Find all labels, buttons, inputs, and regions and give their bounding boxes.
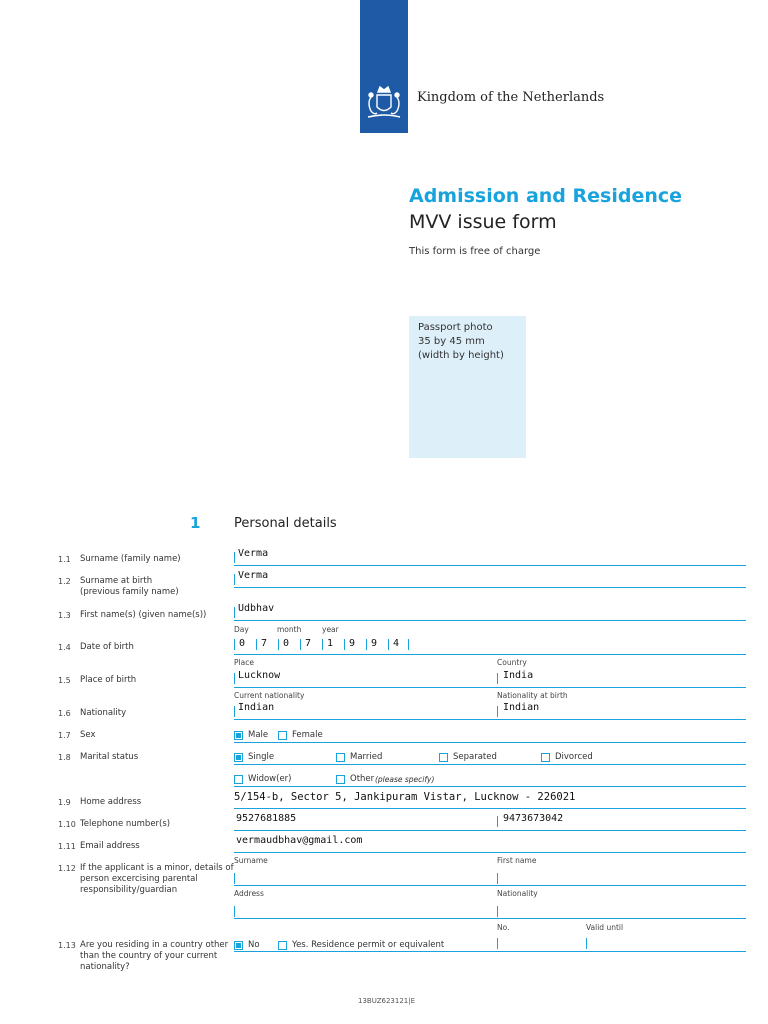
digit-divider — [388, 639, 389, 650]
photo-label-2: 35 by 45 mm — [418, 336, 485, 347]
section-number: 1 — [190, 514, 201, 532]
residing-no-label: No — [248, 940, 260, 950]
field-underline — [234, 587, 746, 588]
divorced-option-label: Divorced — [555, 752, 593, 762]
field-marker — [234, 673, 235, 684]
question-number: 1.10 — [58, 820, 76, 829]
separated-option-label: Separated — [453, 752, 497, 762]
field-underline — [234, 654, 746, 655]
date-digit[interactable]: 4 — [393, 638, 400, 649]
digit-divider — [234, 639, 235, 650]
guardian-label-3: responsibility/guardian — [80, 885, 178, 895]
field-marker — [497, 673, 498, 684]
sex-label: Sex — [80, 730, 96, 740]
question-number: 1.9 — [58, 798, 71, 807]
guardian-surname-field[interactable] — [234, 873, 235, 884]
field-marker — [234, 706, 235, 717]
passport-photo-box[interactable] — [409, 316, 526, 458]
digit-divider — [278, 639, 279, 650]
residing-label-2: than the country of your current — [80, 951, 218, 961]
form-title: Admission and Residence — [409, 185, 683, 207]
field-marker — [234, 552, 235, 563]
guardian-firstname-field[interactable] — [497, 873, 498, 884]
guardian-label-2: person excercising parental — [80, 874, 198, 884]
valid-until-label: Valid until — [586, 923, 624, 932]
place-of-birth-label: Place of birth — [80, 675, 137, 685]
home-address-field[interactable]: 5/154-b, Sector 5, Jankipuram Vistar, Lucknow - 226021 — [234, 791, 576, 803]
residing-label: Are you residing in a country other — [80, 940, 229, 950]
place-of-birth-field[interactable]: Lucknow — [238, 670, 281, 681]
coat-of-arms-icon — [362, 83, 406, 123]
field-marker — [234, 607, 235, 618]
email-label: Email address — [80, 841, 140, 851]
field-underline — [234, 565, 746, 566]
field-marker — [234, 574, 235, 585]
date-digit[interactable]: 7 — [305, 638, 312, 649]
residing-no-checkbox[interactable] — [234, 941, 243, 950]
section-title: Personal details — [234, 516, 337, 531]
question-number: 1.2 — [58, 577, 71, 586]
year-label: year — [322, 625, 339, 634]
email-field[interactable]: vermaudbhav@gmail.com — [236, 835, 363, 846]
marital-status-label: Marital status — [80, 752, 139, 762]
other-option-label: Other — [350, 774, 375, 784]
nationality-label: Nationality — [80, 708, 127, 718]
question-number: 1.6 — [58, 709, 71, 718]
question-number: 1.7 — [58, 731, 71, 740]
date-digit[interactable]: 0 — [239, 638, 246, 649]
date-digit[interactable]: 9 — [371, 638, 378, 649]
field-marker — [497, 706, 498, 717]
guardian-nationality-label: Nationality — [497, 889, 538, 898]
field-underline — [234, 687, 746, 688]
field-underline — [234, 951, 746, 952]
surname-label: Surname (family name) — [80, 554, 181, 564]
field-underline — [234, 830, 746, 831]
day-label: Day — [234, 625, 249, 634]
field-marker — [497, 816, 498, 827]
surname-at-birth-label-2: (previous family name) — [80, 587, 179, 597]
separated-checkbox[interactable] — [439, 753, 448, 762]
current-nationality-field[interactable]: Indian — [238, 702, 275, 713]
surname-at-birth-field[interactable]: Verma — [238, 570, 269, 581]
single-checkbox[interactable] — [234, 753, 243, 762]
male-option-label: Male — [248, 730, 269, 740]
first-name-label: First name(s) (given name(s)) — [80, 610, 207, 620]
telephone-field-1[interactable]: 9527681885 — [236, 813, 297, 824]
divorced-checkbox[interactable] — [541, 753, 550, 762]
date-digit[interactable]: 0 — [283, 638, 290, 649]
guardian-firstname-label: First name — [497, 856, 537, 865]
telephone-field-2[interactable]: 9473673042 — [503, 813, 564, 824]
female-option-label: Female — [292, 730, 323, 740]
valid-until-field[interactable] — [586, 938, 587, 949]
digit-divider — [366, 639, 367, 650]
date-digit[interactable]: 1 — [327, 638, 334, 649]
field-underline — [234, 742, 746, 743]
month-label: month — [277, 625, 302, 634]
digit-divider — [300, 639, 301, 650]
question-number: 1.11 — [58, 842, 76, 851]
first-name-field[interactable]: Udbhav — [238, 603, 275, 614]
guardian-surname-label: Surname — [234, 856, 268, 865]
residing-yes-label: Yes. Residence permit or equivalent — [292, 940, 445, 950]
form-code: 13BUZ623121|E — [358, 997, 416, 1005]
country-label: Country — [497, 658, 527, 667]
residing-label-3: nationality? — [80, 962, 130, 972]
field-underline — [234, 918, 746, 919]
free-of-charge-note: This form is free of charge — [409, 246, 541, 257]
question-number: 1.5 — [58, 676, 71, 685]
date-digit[interactable]: 9 — [349, 638, 356, 649]
field-underline — [234, 620, 746, 621]
question-number: 1.4 — [58, 643, 71, 652]
question-number: 1.8 — [58, 753, 71, 762]
permit-number-field[interactable] — [497, 938, 498, 949]
telephone-label: Telephone number(s) — [80, 819, 171, 829]
field-underline — [234, 808, 746, 809]
digit-divider — [322, 639, 323, 650]
single-option-label: Single — [248, 752, 275, 762]
field-underline — [234, 719, 746, 720]
digit-divider — [256, 639, 257, 650]
date-of-birth-label: Date of birth — [80, 642, 134, 652]
home-address-label: Home address — [80, 797, 142, 807]
guardian-label: If the applicant is a minor, details of — [80, 863, 234, 873]
other-specify-note: (please specify) — [375, 775, 435, 784]
question-number: 1.12 — [58, 864, 76, 873]
question-number: 1.13 — [58, 941, 76, 950]
widow-option-label: Widow(er) — [248, 774, 292, 784]
male-checkbox[interactable] — [234, 731, 243, 740]
kingdom-name: Kingdom of the Netherlands — [417, 90, 605, 105]
place-label: Place — [234, 658, 254, 667]
country-of-birth-field[interactable]: India — [503, 670, 534, 681]
question-number: 1.3 — [58, 611, 71, 620]
surname-at-birth-label: Surname at birth — [80, 576, 153, 586]
widow-checkbox[interactable] — [234, 775, 243, 784]
guardian-address-field[interactable] — [234, 906, 235, 917]
form-subtitle: MVV issue form — [409, 211, 557, 233]
guardian-nationality-field[interactable] — [497, 906, 498, 917]
field-underline — [234, 786, 746, 787]
photo-label-1: Passport photo — [418, 322, 493, 333]
current-nationality-label: Current nationality — [234, 691, 305, 700]
digit-divider — [344, 639, 345, 650]
field-underline — [234, 885, 746, 886]
surname-field[interactable]: Verma — [238, 548, 269, 559]
guardian-address-label: Address — [234, 889, 264, 898]
nationality-at-birth-field[interactable]: Indian — [503, 702, 540, 713]
married-checkbox[interactable] — [336, 753, 345, 762]
digit-divider — [408, 639, 409, 650]
date-digit[interactable]: 7 — [261, 638, 268, 649]
field-underline — [234, 852, 746, 853]
other-checkbox[interactable] — [336, 775, 345, 784]
nationality-at-birth-label: Nationality at birth — [497, 691, 568, 700]
question-number: 1.1 — [58, 555, 71, 564]
residing-yes-checkbox[interactable] — [278, 941, 287, 950]
photo-label-3: (width by height) — [418, 350, 504, 361]
permit-number-label: No. — [497, 923, 510, 932]
field-underline — [234, 764, 746, 765]
married-option-label: Married — [350, 752, 383, 762]
female-checkbox[interactable] — [278, 731, 287, 740]
